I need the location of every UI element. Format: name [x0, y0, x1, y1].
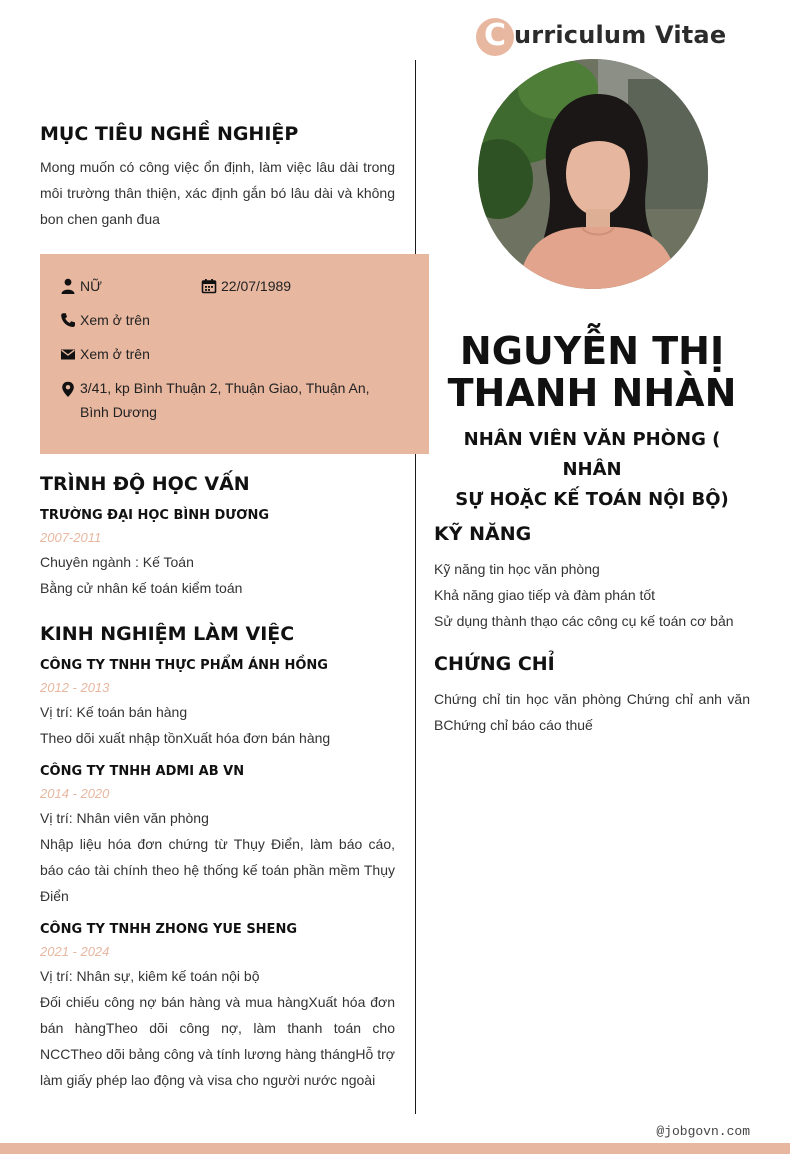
education-period: 2007-2011 [40, 530, 102, 545]
profile-photo-image [478, 59, 708, 289]
skill-item: Sử dụng thành thạo các công cụ kế toán cơ bản [434, 613, 734, 629]
calendar-icon [201, 278, 217, 294]
skills-list [434, 556, 750, 634]
birthdate-value: 22/07/1989 [221, 278, 292, 294]
education-section [40, 472, 395, 601]
job-period: 2012 - 2013 [40, 680, 110, 695]
address-line-1: 3/41, kp Bình Thuận 2, Thuận Giao, Thuận An, [80, 380, 370, 396]
watermark: @jobgovn.com [656, 1124, 750, 1139]
job-description: Theo dõi xuất nhập tồnXuất hóa đơn bán hàng [40, 730, 331, 746]
job-period: 2014 - 2020 [40, 786, 110, 801]
objective-text: Mong muốn có công việc ổn định, làm việc lâu dài trong môi trường thân thiện, xác định gắn bó lâu dài và không bon chen ganh đua [40, 159, 395, 227]
person-icon [60, 278, 76, 294]
profile-photo [478, 59, 708, 289]
job-company: CÔNG TY TNHH ADMI AB VN [40, 764, 245, 779]
objective-heading: MỤC TIÊU NGHỀ NGHIỆP [40, 123, 299, 145]
address-line-2: Bình Dương [80, 404, 157, 420]
skill-item: Kỹ năng tin học văn phòng [434, 561, 600, 577]
desired-position [434, 425, 750, 515]
phone-value: Xem ở trên [80, 312, 150, 328]
job-position: Vị trí: Nhân viên văn phòng [40, 810, 209, 826]
birthdate-row [201, 274, 291, 298]
experience-heading: KINH NGHIỆM LÀM VIỆC [40, 623, 295, 645]
job-position: Vị trí: Nhân sự, kiêm kế toán nội bộ [40, 968, 260, 984]
gender-value: NỮ [80, 278, 103, 294]
job-company: CÔNG TY TNHH ZHONG YUE SHENG [40, 922, 297, 937]
job-entry [40, 657, 395, 751]
objective-section [40, 122, 395, 232]
location-pin-icon [60, 380, 76, 398]
skills-heading: KỸ NĂNG [434, 523, 532, 545]
candidate-name [434, 330, 750, 414]
name-line-2: THANH NHÀN [447, 371, 737, 415]
skills-section [434, 522, 750, 634]
job-entry [40, 763, 395, 909]
education-degree: Bằng cử nhân kế toán kiểm toán [40, 580, 243, 596]
address-value [80, 376, 370, 424]
job-description: Đối chiếu công nợ bán hàng và mua hàngXuất hóa đơn bán hàngTheo dõi công nợ, làm thanh toán cho NCCTheo dõi bảng công và tính lương hàng thángHỗ trợ làm giấy phép lao động và visa cho người nước ngoài [40, 994, 395, 1088]
certificates-heading: CHỨNG CHỈ [434, 653, 555, 675]
job-description: Nhập liệu hóa đơn chứng từ Thụy Điển, làm báo cáo, báo cáo tài chính theo hệ thống kế toán phần mềm Thụy Điển [40, 836, 395, 904]
cv-logo [476, 18, 727, 60]
contact-box [40, 254, 429, 454]
job-entry [40, 921, 395, 1093]
logo-letter: C [483, 18, 507, 53]
job-position: Vị trí: Kế toán bán hàng [40, 704, 188, 720]
phone-row [60, 308, 150, 332]
email-row [60, 342, 150, 366]
certificates-section [434, 652, 750, 738]
logo-text: urriculum Vitae [514, 21, 727, 49]
email-value: Xem ở trên [80, 346, 150, 362]
desired-position-line-1: NHÂN VIÊN VĂN PHÒNG ( NHÂN [463, 429, 721, 480]
education-heading: TRÌNH ĐỘ HỌC VẤN [40, 473, 250, 495]
bottom-accent-bar [0, 1143, 790, 1154]
school-name: TRƯỜNG ĐẠI HỌC BÌNH DƯƠNG [40, 508, 270, 523]
column-divider [415, 60, 416, 1114]
address-row [60, 376, 370, 424]
experience-section [40, 622, 395, 1093]
education-major: Chuyên ngành : Kế Toán [40, 554, 194, 570]
logo-badge [476, 18, 514, 56]
job-company: CÔNG TY TNHH THỰC PHẨM ÁNH HỒNG [40, 658, 328, 673]
gender-row [60, 274, 102, 298]
desired-position-line-2: SỰ HOẶC KẾ TOÁN NỘI BỘ) [455, 489, 729, 510]
job-period: 2021 - 2024 [40, 944, 110, 959]
certificates-text: Chứng chỉ tin học văn phòng Chứng chỉ anh văn BChứng chỉ báo cáo thuế [434, 691, 750, 733]
name-line-1: NGUYỄN THỊ [459, 329, 725, 373]
skill-item: Khả năng giao tiếp và đàm phán tốt [434, 587, 656, 603]
mail-icon [60, 346, 76, 362]
phone-icon [60, 312, 76, 328]
